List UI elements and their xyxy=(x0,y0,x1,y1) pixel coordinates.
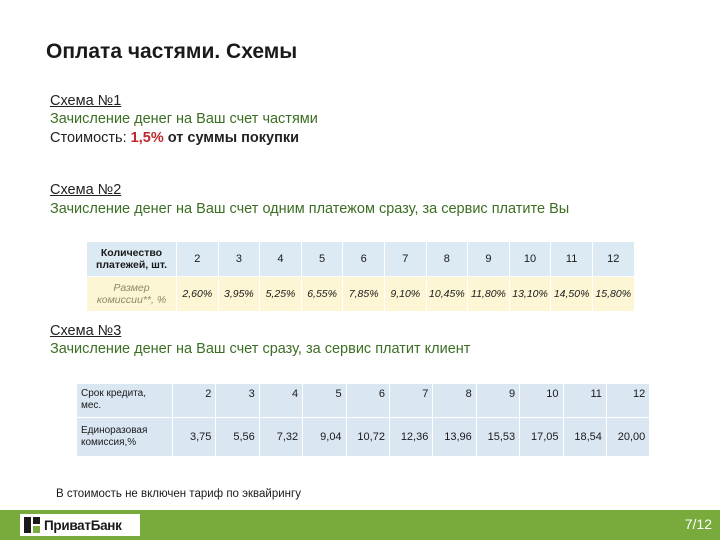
table-cell: 7,85% xyxy=(343,277,385,312)
scheme1-cost-suffix: от суммы покупки xyxy=(163,130,300,146)
scheme3-table xyxy=(76,383,650,457)
table-cell: 3,95% xyxy=(218,277,260,312)
scheme2-desc: Зачисление денег на Ваш счет одним платежом сразу, за сервис платите Вы xyxy=(50,201,570,217)
footer-bar xyxy=(0,510,720,540)
footnote: В стоимость не включен тариф по эквайрингу xyxy=(56,488,301,500)
table-cell: 2 xyxy=(177,242,219,277)
table-row xyxy=(87,242,635,277)
table-cell: 5,56 xyxy=(216,418,259,457)
scheme1-heading: Схема №1 xyxy=(50,93,122,109)
scheme3-desc: Зачисление денег на Ваш счет сразу, за сервис платит клиент xyxy=(50,341,471,357)
table-cell: 4 xyxy=(259,384,302,418)
table-cell: 12 xyxy=(606,384,649,418)
table-cell: 5 xyxy=(301,242,343,277)
table-cell: 15,80% xyxy=(592,277,634,312)
scheme1-cost-value: 1,5% xyxy=(130,130,164,146)
table-cell: 12 xyxy=(592,242,634,277)
table-row xyxy=(87,277,635,312)
table-cell: 2 xyxy=(173,384,216,418)
table-cell: 3 xyxy=(216,384,259,418)
table-cell: 10,45% xyxy=(426,277,468,312)
table-cell: 10 xyxy=(509,242,551,277)
table-cell: 17,05 xyxy=(520,418,563,457)
table-cell: 3 xyxy=(218,242,260,277)
table-cell: 8 xyxy=(426,242,468,277)
table-cell: 10,72 xyxy=(346,418,389,457)
table-cell: 20,00 xyxy=(606,418,649,457)
table-cell: 13,10% xyxy=(509,277,551,312)
table-cell: 9 xyxy=(476,384,519,418)
table-cell: 18,54 xyxy=(563,418,606,457)
table-cell: 9,04 xyxy=(303,418,346,457)
logo-text: ПриватБанк xyxy=(44,517,122,533)
table-cell: 11 xyxy=(551,242,593,277)
bank-logo xyxy=(20,514,140,536)
table-cell: 4 xyxy=(260,242,302,277)
scheme2-table xyxy=(86,241,635,312)
table-cell: 7 xyxy=(384,242,426,277)
scheme3-heading: Схема №3 xyxy=(50,323,122,339)
table-cell: 7,32 xyxy=(259,418,302,457)
page-number: 7/12 xyxy=(684,516,712,532)
table-cell: 7 xyxy=(389,384,432,418)
privatbank-logo-icon xyxy=(24,517,40,533)
table-cell: 2,60% xyxy=(177,277,219,312)
scheme1-desc: Зачисление денег на Ваш счет частями xyxy=(50,111,318,127)
scheme3-row1-label: Срок кредита, мес. xyxy=(77,384,173,418)
table-cell: 11,80% xyxy=(468,277,510,312)
table-cell: 6,55% xyxy=(301,277,343,312)
page-title: Оплата частями. Схемы xyxy=(46,40,298,63)
table-cell: 13,96 xyxy=(433,418,476,457)
table-cell: 9,10% xyxy=(384,277,426,312)
table-cell: 14,50% xyxy=(551,277,593,312)
table-cell: 5,25% xyxy=(260,277,302,312)
scheme2-row2-label: Размер комиссии**, % xyxy=(87,277,177,312)
scheme2-heading: Схема №2 xyxy=(50,182,122,198)
table-cell: 3,75 xyxy=(173,418,216,457)
scheme1-cost xyxy=(50,129,299,147)
scheme3-row2-label: Единоразовая комиссия,% xyxy=(77,418,173,457)
table-cell: 6 xyxy=(346,384,389,418)
table-cell: 9 xyxy=(468,242,510,277)
scheme2-row1-label: Количество платежей, шт. xyxy=(87,242,177,277)
table-cell: 8 xyxy=(433,384,476,418)
table-cell: 11 xyxy=(563,384,606,418)
table-cell: 15,53 xyxy=(476,418,519,457)
table-row xyxy=(77,418,650,457)
table-cell: 10 xyxy=(520,384,563,418)
scheme1-cost-prefix: Стоимость: xyxy=(50,130,131,146)
table-cell: 6 xyxy=(343,242,385,277)
table-cell: 12,36 xyxy=(389,418,432,457)
table-cell: 5 xyxy=(303,384,346,418)
table-row xyxy=(77,384,650,418)
